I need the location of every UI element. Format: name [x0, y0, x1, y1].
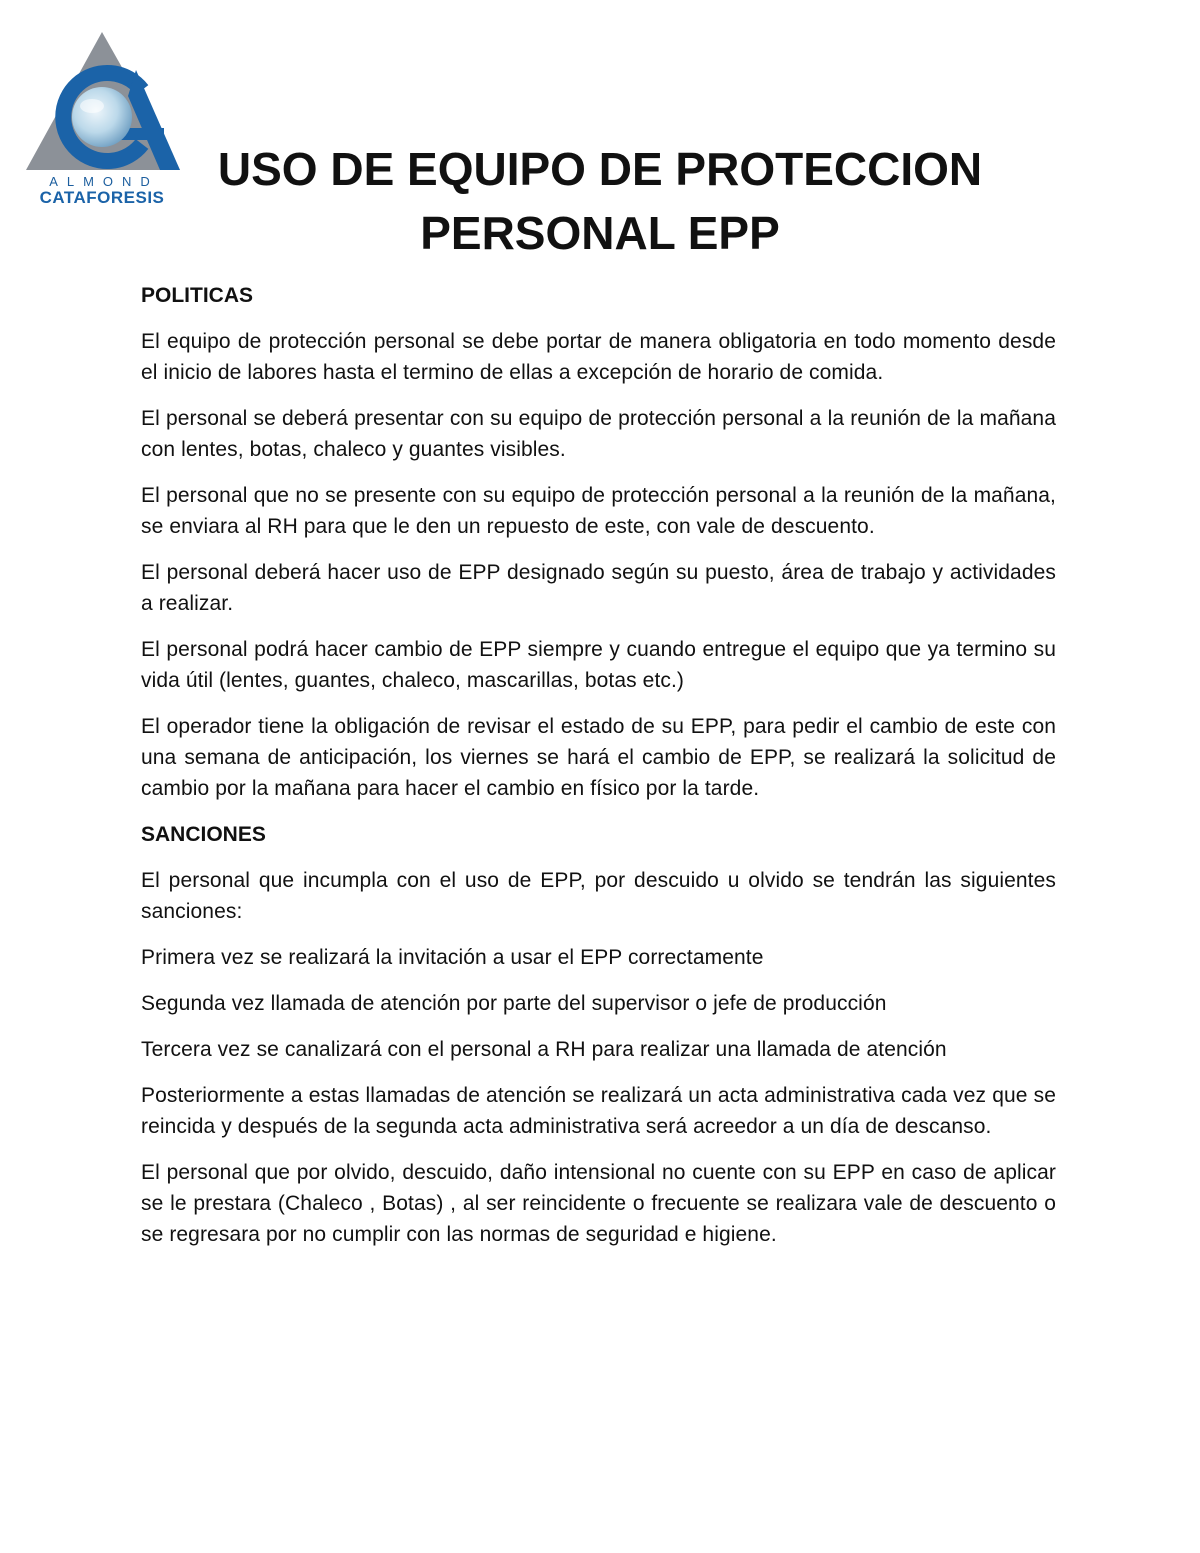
- section-heading-politicas: POLITICAS: [141, 284, 254, 307]
- politicas-paragraph: El personal podrá hacer cambio de EPP siempre y cuando entregue el equipo que ya termino su vida útil (lentes, guantes, chaleco, mascarillas, botas etc.): [141, 638, 1056, 692]
- sanciones-paragraph: Tercera vez se canalizará con el personal a RH para realizar una llamada de atención: [141, 1038, 947, 1061]
- brand-top-text: ALMOND: [49, 174, 159, 189]
- sanciones-paragraph: El personal que por olvido, descuido, daño intensional no cuente con su EPP en caso de aplicar se le prestara (Chaleco , Botas) , al ser reincidente o frecuente se realizara vale de descuento o se regresara por no cumplir con las normas de seguridad e higiene.: [141, 1161, 1056, 1246]
- document-title-line-1: USO DE EQUIPO DE PROTECCION: [217, 143, 983, 195]
- sanciones-paragraph: Segunda vez llamada de atención por parte del supervisor o jefe de producción: [141, 992, 887, 1015]
- politicas-paragraph: El equipo de protección personal se debe portar de manera obligatoria en todo momento desde el inicio de labores hasta el termino de ellas a excepción de horario de comida.: [141, 330, 1056, 384]
- politicas-paragraph: El personal que no se presente con su equipo de protección personal a la reunión de la mañana, se enviara al RH para que le den un repuesto de este, con vale de descuento.: [141, 484, 1056, 538]
- politicas-paragraph: El personal se deberá presentar con su equipo de protección personal a la reunión de la mañana con lentes, botas, chaleco y guantes visibles.: [141, 407, 1056, 461]
- document-title-line-2: PERSONAL EPP: [420, 207, 780, 259]
- document-body: [141, 280, 1056, 1265]
- politicas-paragraph: El personal deberá hacer uso de EPP designado según su puesto, área de trabajo y actividades a realizar.: [141, 561, 1056, 615]
- politicas-paragraph: El operador tiene la obligación de revisar el estado de su EPP, para pedir el cambio de este con una semana de anticipación, los viernes se hará el cambio de EPP, se realizará la solicitud de cambio por la mañana para hacer el cambio en físico por la tarde.: [141, 715, 1056, 800]
- section-heading-sanciones: SANCIONES: [141, 823, 266, 846]
- brand-bottom-text: CATAFORESIS: [39, 188, 165, 207]
- sanciones-paragraph: Primera vez se realizará la invitación a usar el EPP correctamente: [141, 946, 764, 969]
- sphere-shape: [72, 87, 132, 147]
- sanciones-paragraph: Posteriormente a estas llamadas de atención se realizará un acta administrativa cada vez que se reincida y después de la segunda acta administrativa será acreedor a un día de descanso.: [141, 1084, 1056, 1138]
- sanciones-paragraph: El personal que incumpla con el uso de EPP, por descuido u olvido se tendrán las siguientes sanciones:: [141, 869, 1056, 923]
